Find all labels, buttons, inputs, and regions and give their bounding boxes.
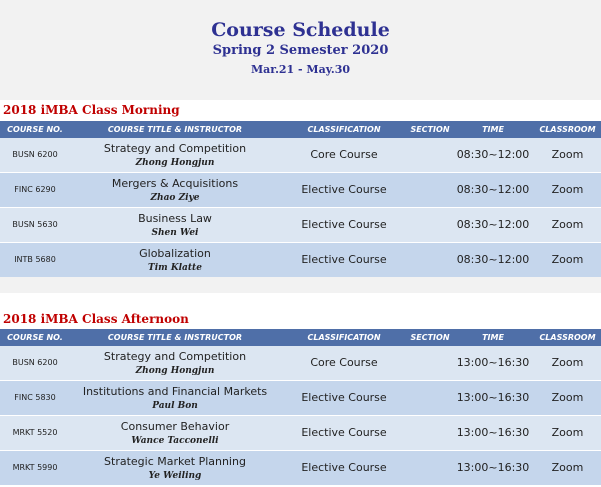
course-title-instructor	[70, 346, 280, 380]
course-instructor: Zhao Ziye	[150, 193, 200, 203]
course-title: Consumer Behavior	[120, 420, 230, 433]
course-time: 08:30~12:00	[456, 183, 530, 196]
course-classification: Elective Course	[301, 253, 387, 266]
course-instructor: Tim Klatte	[148, 263, 202, 273]
course-time: 08:30~12:00	[456, 253, 530, 266]
course-classification: Elective Course	[301, 218, 387, 231]
table-row	[0, 346, 601, 380]
course-time: 13:00~16:30	[456, 391, 530, 404]
course-title: Mergers & Acquisitions	[111, 177, 239, 190]
course-classroom: Zoom	[551, 391, 584, 404]
page-title: Course Schedule	[211, 19, 390, 41]
course-classification: Elective Course	[301, 183, 387, 196]
table-row	[0, 138, 601, 172]
col-section: SECTION	[410, 333, 450, 342]
course-section	[408, 208, 452, 242]
course-number: FINC 5830	[14, 393, 56, 402]
col-classroom: CLASSROOM	[539, 333, 596, 342]
course-number: INTB 5680	[14, 255, 56, 264]
course-classroom: Zoom	[551, 148, 584, 161]
course-classification: Core Course	[310, 148, 378, 161]
col-classification: CLASSIFICATION	[307, 333, 381, 342]
course-time: 08:30~12:00	[456, 148, 530, 161]
course-section	[408, 173, 452, 207]
course-title-instructor	[70, 173, 280, 207]
table-row	[0, 416, 601, 450]
col-course-title: COURSE TITLE & INSTRUCTOR	[107, 333, 243, 342]
course-classification: Elective Course	[301, 461, 387, 474]
col-course-title: COURSE TITLE & INSTRUCTOR	[107, 125, 243, 134]
course-classroom: Zoom	[551, 461, 584, 474]
course-number: MRKT 5520	[12, 428, 58, 437]
course-instructor: Wance Tacconelli	[131, 436, 219, 446]
col-course-no: COURSE NO.	[7, 125, 63, 134]
course-section	[408, 346, 452, 380]
afternoon-table-header	[0, 329, 601, 346]
table-row	[0, 243, 601, 277]
course-instructor: Paul Bon	[152, 401, 198, 411]
course-classroom: Zoom	[551, 426, 584, 439]
course-number: BUSN 5630	[12, 220, 58, 229]
table-row	[0, 208, 601, 242]
course-section	[408, 451, 452, 485]
course-section	[408, 243, 452, 277]
course-title: Strategy and Competition	[103, 350, 247, 363]
morning-table-header	[0, 121, 601, 138]
course-time: 13:00~16:30	[456, 461, 530, 474]
course-number: BUSN 6200	[12, 150, 58, 159]
course-section	[408, 138, 452, 172]
course-title-instructor	[70, 208, 280, 242]
page-header	[0, 0, 601, 100]
course-classification: Core Course	[310, 356, 378, 369]
course-title: Strategic Market Planning	[104, 455, 246, 468]
course-title-instructor	[70, 451, 280, 485]
course-title-instructor	[70, 243, 280, 277]
course-title-instructor	[70, 138, 280, 172]
course-classroom: Zoom	[551, 218, 584, 231]
course-classification: Elective Course	[301, 426, 387, 439]
course-classroom: Zoom	[551, 183, 584, 196]
course-title: Strategy and Competition	[103, 142, 247, 155]
semester-subtitle: Spring 2 Semester 2020	[212, 43, 389, 58]
course-title-instructor	[70, 381, 280, 415]
course-title-instructor	[70, 416, 280, 450]
section-gap	[0, 277, 601, 293]
course-time: 13:00~16:30	[456, 426, 530, 439]
table-row	[0, 173, 601, 207]
col-section: SECTION	[410, 125, 450, 134]
morning-section-title: 2018 iMBA Class Morning	[3, 103, 180, 117]
course-number: FINC 6290	[14, 185, 56, 194]
col-classification: CLASSIFICATION	[307, 125, 381, 134]
course-instructor: Ye Weiling	[148, 471, 202, 481]
afternoon-section-title: 2018 iMBA Class Afternoon	[3, 312, 189, 326]
course-section	[408, 416, 452, 450]
course-title: Business Law	[138, 212, 212, 225]
course-title: Globalization	[139, 247, 211, 260]
course-instructor: Zhong Hongjun	[135, 158, 215, 168]
col-classroom: CLASSROOM	[539, 125, 596, 134]
course-time: 08:30~12:00	[456, 218, 530, 231]
course-title: Institutions and Financial Markets	[82, 385, 268, 398]
course-instructor: Zhong Hongjun	[135, 366, 215, 376]
course-classroom: Zoom	[551, 356, 584, 369]
course-section	[408, 381, 452, 415]
table-row	[0, 381, 601, 415]
course-time: 13:00~16:30	[456, 356, 530, 369]
date-range: Mar.21 - May.30	[250, 63, 351, 76]
course-number: MRKT 5990	[12, 463, 58, 472]
course-classroom: Zoom	[551, 253, 584, 266]
col-time: TIME	[482, 333, 504, 342]
course-classification: Elective Course	[301, 391, 387, 404]
course-instructor: Shen Wei	[151, 228, 199, 238]
col-time: TIME	[482, 125, 504, 134]
course-number: BUSN 6200	[12, 358, 58, 367]
col-course-no: COURSE NO.	[7, 333, 63, 342]
table-row	[0, 451, 601, 485]
